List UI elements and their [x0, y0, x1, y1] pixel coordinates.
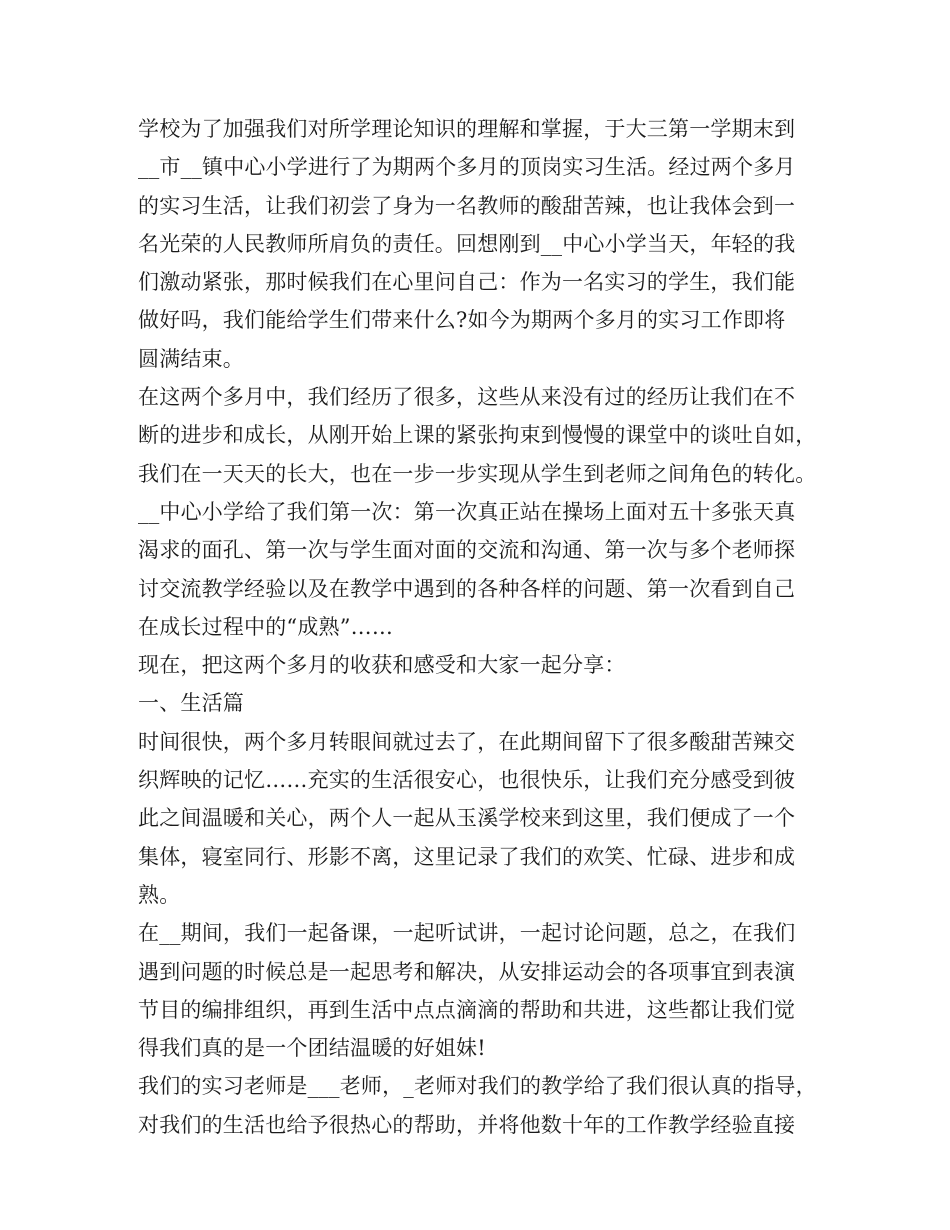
text-line: 时间很快，两个多月转眼间就过去了，在此期间留下了很多酸甜苦辣交 — [138, 729, 796, 754]
text-line: 的实习生活，让我们初尝了身为一名教师的酸甜苦辣，也让我体会到一 — [138, 193, 796, 218]
text-line: __市__镇中心小学进行了为期两个多月的顶岗实习生活。经过两个多月 — [138, 155, 796, 180]
text-line: 现在，把这两个多月的收获和感受和大家一起分享： — [138, 653, 626, 678]
text-line: 做好吗，我们能给学生们带来什么?如今为期两个多月的实习工作即将 — [138, 308, 786, 333]
text-line: 此之间温暖和关心，两个人一起从玉溪学校来到这里，我们便成了一个 — [138, 806, 796, 831]
text-line: 织辉映的记忆……充实的生活很安心，也很快乐，让我们充分感受到彼 — [138, 768, 796, 793]
text-line: 熟。 — [138, 882, 181, 907]
text-line: 遇到问题的时候总是一起思考和解决，从安排运动会的各项事宜到表演 — [138, 959, 796, 984]
text-line: 节目的编排组织，再到生活中点点滴滴的帮助和共进，这些都让我们觉 — [138, 997, 796, 1022]
text-line: 我们的实习老师是___老师，_老师对我们的教学给了我们很认真的指导， — [138, 1074, 817, 1099]
text-line: 对我们的生活也给予很热心的帮助，并将他数十年的工作教学经验直接 — [138, 1112, 796, 1137]
text-line: 渴求的面孔、第一次与学生面对面的交流和沟通、第一次与多个老师探 — [138, 538, 796, 563]
text-line: 我们在一天天的长大，也在一步一步实现从学生到老师之间角色的转化。 — [138, 461, 817, 486]
text-line: 在__期间，我们一起备课，一起听试讲，一起讨论问题，总之，在我们 — [138, 921, 796, 946]
text-line: 们激动紧张，那时候我们在心里问自己：作为一名实习的学生，我们能 — [138, 270, 796, 295]
text-line: 得我们真的是一个团结温暖的好姐妹! — [138, 1036, 486, 1061]
document-body — [138, 110, 818, 1144]
text-line: 在这两个多月中，我们经历了很多，这些从来没有过的经历让我们在不 — [138, 385, 796, 410]
text-line: 学校为了加强我们对所学理论知识的理解和掌握，于大三第一学期末到 — [138, 117, 796, 141]
text-line: 断的进步和成长，从刚开始上课的紧张拘束到慢慢的课堂中的谈吐自如， — [138, 423, 817, 448]
text-line: 在成长过程中的“成熟”…… — [138, 614, 394, 639]
section-heading: 一、生活篇 — [138, 691, 244, 716]
text-line: 名光荣的人民教师所肩负的责任。回想刚到__中心小学当天，年轻的我 — [138, 231, 796, 256]
text-line: 集体，寝室同行、形影不离，这里记录了我们的欢笑、忙碌、进步和成 — [138, 844, 796, 869]
text-line: 圆满结束。 — [138, 346, 244, 371]
text-line: __中心小学给了我们第一次：第一次真正站在操场上面对五十多张天真 — [138, 499, 796, 524]
text-line: 讨交流教学经验以及在教学中遇到的各种各样的问题、第一次看到自己 — [138, 576, 796, 601]
